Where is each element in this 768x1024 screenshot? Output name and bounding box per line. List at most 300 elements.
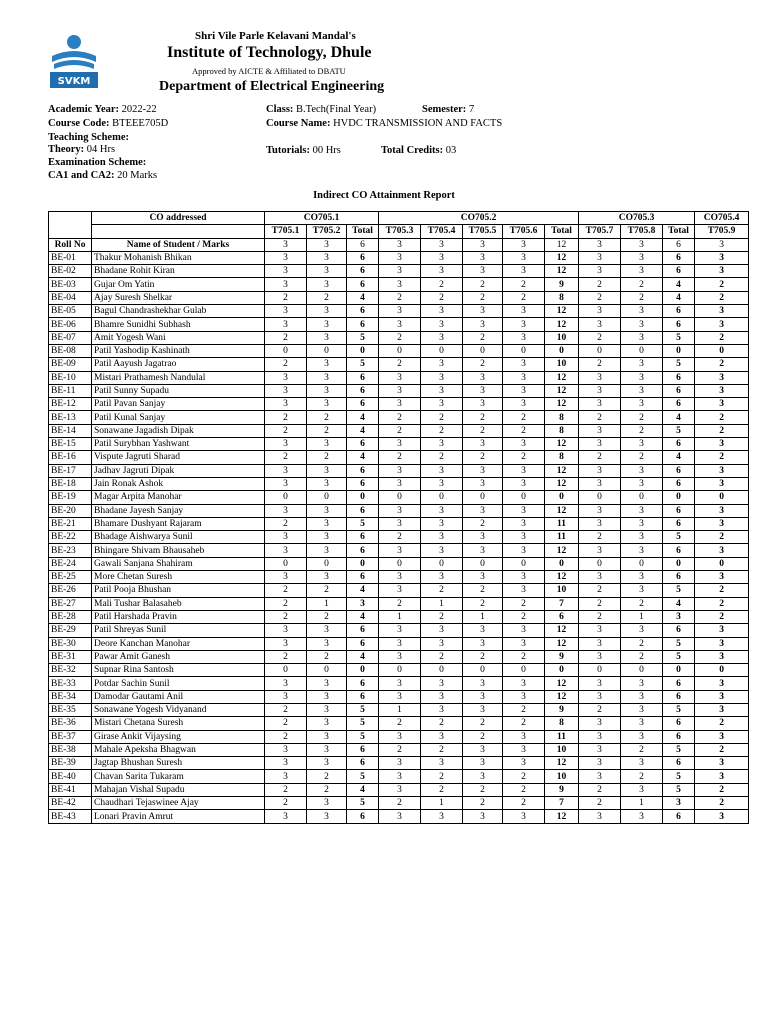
mark-cell: 4 — [347, 650, 379, 663]
mark-cell: 1 — [421, 797, 463, 810]
header-value-cell: 3 — [695, 238, 749, 251]
mark-cell: 3 — [307, 677, 347, 690]
column-header: T705.6 — [503, 225, 545, 238]
mark-cell: 2 — [307, 411, 347, 424]
student-name-cell: Ajay Suresh Shelkar — [92, 291, 265, 304]
mark-cell: 3 — [379, 318, 421, 331]
mark-cell: 3 — [307, 504, 347, 517]
mark-cell: 6 — [663, 544, 695, 557]
mark-cell: 3 — [695, 571, 749, 584]
student-name-cell: Jain Ronak Ashok — [92, 477, 265, 490]
student-name-cell: Supnar Rina Santosh — [92, 664, 265, 677]
mark-cell: 3 — [379, 278, 421, 291]
mark-cell: 3 — [307, 464, 347, 477]
student-name-cell: Patil Pooja Bhushan — [92, 584, 265, 597]
mark-cell: 2 — [695, 531, 749, 544]
mark-cell: 2 — [265, 730, 307, 743]
mark-cell: 3 — [265, 265, 307, 278]
mark-cell: 3 — [347, 597, 379, 610]
student-name-cell: Mistari Prathamesh Nandulal — [92, 371, 265, 384]
mark-cell: 3 — [265, 571, 307, 584]
mark-cell: 0 — [463, 491, 503, 504]
mark-cell: 2 — [379, 331, 421, 344]
mark-cell: 2 — [621, 424, 663, 437]
mark-cell: 2 — [463, 730, 503, 743]
roll-no-cell: BE-08 — [49, 344, 92, 357]
mark-cell: 3 — [695, 757, 749, 770]
mark-cell: 2 — [265, 610, 307, 623]
header-value-cell: 3 — [265, 238, 307, 251]
student-name-cell: Patil Kunal Sanjay — [92, 411, 265, 424]
mark-cell: 6 — [663, 251, 695, 264]
roll-no-cell: BE-24 — [49, 557, 92, 570]
mark-cell: 3 — [463, 743, 503, 756]
table-row — [49, 371, 749, 384]
mark-cell: 2 — [621, 451, 663, 464]
mark-cell: 0 — [545, 664, 579, 677]
column-header: T705.9 — [695, 225, 749, 238]
mark-cell: 3 — [695, 637, 749, 650]
roll-no-cell: BE-22 — [49, 531, 92, 544]
mark-cell: 4 — [663, 411, 695, 424]
mark-cell: 3 — [379, 504, 421, 517]
mark-cell: 9 — [545, 278, 579, 291]
student-name-cell: Jagtap Bhushan Suresh — [92, 757, 265, 770]
mark-cell: 2 — [421, 717, 463, 730]
mark-cell: 3 — [621, 265, 663, 278]
mark-cell: 3 — [307, 384, 347, 397]
ca-marks: CA1 and CA2: 20 Marks — [48, 170, 158, 181]
mark-cell: 3 — [307, 358, 347, 371]
mark-cell: 2 — [265, 597, 307, 610]
mark-cell: 3 — [579, 624, 621, 637]
mark-cell: 11 — [545, 517, 579, 530]
mark-cell: 3 — [421, 398, 463, 411]
mark-cell: 2 — [307, 291, 347, 304]
mark-cell: 3 — [621, 305, 663, 318]
mark-cell: 3 — [307, 265, 347, 278]
mark-cell: 2 — [265, 797, 307, 810]
mark-cell: 2 — [503, 424, 545, 437]
mark-cell: 3 — [265, 464, 307, 477]
mark-cell: 2 — [307, 770, 347, 783]
mark-cell: 6 — [663, 371, 695, 384]
student-name-cell: Pawar Amit Ganesh — [92, 650, 265, 663]
table-row — [49, 517, 749, 530]
mark-cell: 0 — [545, 557, 579, 570]
mark-cell: 12 — [545, 384, 579, 397]
roll-no-cell: BE-07 — [49, 331, 92, 344]
mark-cell: 2 — [463, 291, 503, 304]
mark-cell: 3 — [463, 305, 503, 318]
mark-cell: 3 — [503, 690, 545, 703]
mark-cell: 2 — [579, 783, 621, 796]
mark-cell: 5 — [663, 531, 695, 544]
mark-cell: 3 — [421, 544, 463, 557]
mark-cell: 3 — [579, 384, 621, 397]
mark-cell: 3 — [265, 810, 307, 823]
mark-cell: 2 — [503, 797, 545, 810]
mark-cell: 2 — [503, 610, 545, 623]
roll-no-cell: BE-14 — [49, 424, 92, 437]
mark-cell: 3 — [421, 677, 463, 690]
roll-no-cell: BE-34 — [49, 690, 92, 703]
roll-no-cell: BE-20 — [49, 504, 92, 517]
mark-cell: 0 — [379, 344, 421, 357]
mark-cell: 2 — [379, 451, 421, 464]
mark-cell: 2 — [463, 278, 503, 291]
mark-cell: 3 — [503, 517, 545, 530]
table-row — [49, 797, 749, 810]
mark-cell: 3 — [421, 251, 463, 264]
mark-cell: 12 — [545, 504, 579, 517]
table-row — [49, 398, 749, 411]
mark-cell: 12 — [545, 757, 579, 770]
mark-cell: 3 — [579, 477, 621, 490]
table-row — [49, 690, 749, 703]
mark-cell: 3 — [503, 318, 545, 331]
mark-cell: 2 — [421, 743, 463, 756]
mark-cell: 6 — [347, 677, 379, 690]
mark-cell: 2 — [379, 411, 421, 424]
student-name-cell: Damodar Gautami Anil — [92, 690, 265, 703]
mark-cell: 4 — [663, 451, 695, 464]
mark-cell: 3 — [621, 544, 663, 557]
header-value-cell: 6 — [347, 238, 379, 251]
mark-cell: 3 — [463, 703, 503, 716]
mark-cell: 2 — [695, 717, 749, 730]
roll-no-cell: BE-40 — [49, 770, 92, 783]
header-value-cell: 3 — [579, 238, 621, 251]
mark-cell: 4 — [347, 610, 379, 623]
column-header: T705.7 — [579, 225, 621, 238]
mark-cell: 2 — [463, 411, 503, 424]
mark-cell: 6 — [663, 810, 695, 823]
mark-cell: 3 — [695, 477, 749, 490]
co-group-header: CO705.1 — [265, 212, 379, 225]
roll-no-cell: BE-36 — [49, 717, 92, 730]
mark-cell: 2 — [503, 650, 545, 663]
table-row — [49, 810, 749, 823]
mark-cell: 3 — [379, 571, 421, 584]
mark-cell: 3 — [463, 398, 503, 411]
mark-cell: 6 — [347, 265, 379, 278]
table-row — [49, 265, 749, 278]
mark-cell: 12 — [545, 624, 579, 637]
mark-cell: 2 — [695, 411, 749, 424]
table-row — [49, 305, 749, 318]
mark-cell: 2 — [421, 584, 463, 597]
roll-no-cell: BE-38 — [49, 743, 92, 756]
mark-cell: 9 — [545, 650, 579, 663]
mark-cell: 5 — [663, 637, 695, 650]
mark-cell: 3 — [621, 477, 663, 490]
mark-cell: 12 — [545, 305, 579, 318]
mark-cell: 0 — [307, 664, 347, 677]
mark-cell: 2 — [463, 517, 503, 530]
roll-no-cell: BE-18 — [49, 477, 92, 490]
mark-cell: 3 — [307, 743, 347, 756]
student-name-cell: Chavan Sarita Tukaram — [92, 770, 265, 783]
student-name-cell: Bagul Chandrashekhar Gulab — [92, 305, 265, 318]
roll-no-cell: BE-39 — [49, 757, 92, 770]
teaching-scheme: Teaching Scheme: — [48, 132, 129, 143]
mark-cell: 2 — [695, 797, 749, 810]
mark-cell: 3 — [463, 438, 503, 451]
mark-cell: 2 — [695, 278, 749, 291]
mark-cell: 0 — [621, 664, 663, 677]
mark-cell: 3 — [695, 703, 749, 716]
mark-cell: 6 — [347, 810, 379, 823]
mark-cell: 3 — [463, 265, 503, 278]
roll-no-cell: BE-12 — [49, 398, 92, 411]
mark-cell: 3 — [695, 517, 749, 530]
mark-cell: 3 — [421, 571, 463, 584]
mark-cell: 6 — [347, 305, 379, 318]
mark-cell: 2 — [463, 424, 503, 437]
mark-cell: 3 — [421, 305, 463, 318]
mark-cell: 2 — [621, 278, 663, 291]
co-group-header-row — [49, 212, 749, 225]
mark-cell: 3 — [265, 318, 307, 331]
mark-cell: 3 — [265, 757, 307, 770]
mark-cell: 3 — [379, 251, 421, 264]
mark-cell: 3 — [379, 810, 421, 823]
mark-cell: 6 — [347, 624, 379, 637]
mark-cell: 4 — [663, 278, 695, 291]
mark-cell: 3 — [307, 810, 347, 823]
mark-cell: 3 — [421, 265, 463, 278]
mark-cell: 3 — [265, 278, 307, 291]
roll-no-cell: BE-31 — [49, 650, 92, 663]
mark-cell: 12 — [545, 677, 579, 690]
roll-name-header-row — [49, 238, 749, 251]
mark-cell: 0 — [265, 557, 307, 570]
mark-cell: 4 — [347, 411, 379, 424]
mark-cell: 2 — [695, 597, 749, 610]
mark-cell: 3 — [579, 517, 621, 530]
mark-cell: 2 — [621, 650, 663, 663]
table-row — [49, 491, 749, 504]
table-row — [49, 743, 749, 756]
mark-cell: 3 — [307, 531, 347, 544]
mark-cell: 3 — [621, 517, 663, 530]
mark-cell: 3 — [307, 278, 347, 291]
mark-cell: 0 — [379, 491, 421, 504]
mark-cell: 7 — [545, 597, 579, 610]
mark-cell: 4 — [347, 291, 379, 304]
mark-cell: 3 — [503, 810, 545, 823]
mark-cell: 3 — [621, 438, 663, 451]
mark-cell: 3 — [421, 531, 463, 544]
mark-cell: 3 — [379, 783, 421, 796]
mark-cell: 3 — [503, 531, 545, 544]
mark-cell: 3 — [463, 477, 503, 490]
student-name-cell: Girase Ankit Vijaysing — [92, 730, 265, 743]
student-name-cell: Bhadane Rohit Kiran — [92, 265, 265, 278]
mark-cell: 2 — [265, 451, 307, 464]
student-name-cell: Potdar Sachin Sunil — [92, 677, 265, 690]
mark-cell: 3 — [621, 690, 663, 703]
roll-no-cell: BE-26 — [49, 584, 92, 597]
mark-cell: 0 — [307, 491, 347, 504]
mark-cell: 11 — [545, 730, 579, 743]
mark-cell: 1 — [421, 597, 463, 610]
header-value-cell: 6 — [663, 238, 695, 251]
column-header: T705.8 — [621, 225, 663, 238]
mark-cell: 5 — [347, 770, 379, 783]
roll-no-cell: BE-43 — [49, 810, 92, 823]
mark-cell: 2 — [463, 797, 503, 810]
table-row — [49, 677, 749, 690]
mark-cell: 3 — [379, 730, 421, 743]
mark-cell: 3 — [695, 438, 749, 451]
mark-cell: 3 — [621, 318, 663, 331]
mark-cell: 2 — [379, 717, 421, 730]
mark-cell: 5 — [347, 717, 379, 730]
table-row — [49, 531, 749, 544]
mark-cell: 3 — [579, 438, 621, 451]
student-name-cell: Sonawane Yogesh Vidyanand — [92, 703, 265, 716]
mark-cell: 0 — [621, 557, 663, 570]
mark-cell: 0 — [503, 344, 545, 357]
logo-text: SVKM — [57, 76, 91, 87]
mark-cell: 3 — [265, 438, 307, 451]
mark-cell: 3 — [695, 677, 749, 690]
mark-cell: 0 — [421, 491, 463, 504]
mark-cell: 3 — [421, 637, 463, 650]
mark-cell: 12 — [545, 544, 579, 557]
table-row — [49, 757, 749, 770]
mark-cell: 3 — [503, 384, 545, 397]
mark-cell: 3 — [307, 637, 347, 650]
mark-cell: 3 — [307, 305, 347, 318]
roll-no-cell: BE-25 — [49, 571, 92, 584]
mark-cell: 6 — [347, 464, 379, 477]
mark-cell: 0 — [347, 557, 379, 570]
mark-cell: 0 — [265, 664, 307, 677]
roll-no-cell: BE-19 — [49, 491, 92, 504]
mark-cell: 0 — [695, 664, 749, 677]
mark-cell: 3 — [579, 571, 621, 584]
mark-cell: 5 — [663, 783, 695, 796]
class-info: Class: B.Tech(Final Year) — [266, 104, 377, 115]
mark-cell: 3 — [463, 624, 503, 637]
mark-cell: 3 — [621, 331, 663, 344]
mark-cell: 3 — [421, 504, 463, 517]
mark-cell: 3 — [579, 265, 621, 278]
mark-cell: 5 — [663, 424, 695, 437]
student-name-cell: Jadhav Jagruti Dipak — [92, 464, 265, 477]
mark-cell: 2 — [579, 411, 621, 424]
mark-cell: 12 — [545, 371, 579, 384]
mark-cell: 3 — [503, 677, 545, 690]
roll-no-cell: BE-42 — [49, 797, 92, 810]
mark-cell: 0 — [695, 557, 749, 570]
mark-cell: 3 — [379, 637, 421, 650]
mark-cell: 7 — [545, 797, 579, 810]
mark-cell: 3 — [421, 371, 463, 384]
mark-cell: 3 — [463, 318, 503, 331]
mark-cell: 6 — [545, 610, 579, 623]
mark-cell: 8 — [545, 717, 579, 730]
table-row — [49, 384, 749, 397]
mark-cell: 6 — [347, 757, 379, 770]
mark-cell: 11 — [545, 531, 579, 544]
mark-cell: 3 — [421, 757, 463, 770]
mark-cell: 2 — [695, 331, 749, 344]
mark-cell: 2 — [421, 770, 463, 783]
mark-cell: 2 — [621, 743, 663, 756]
student-name-cell: Bhadane Jayesh Sanjay — [92, 504, 265, 517]
mark-cell: 1 — [307, 597, 347, 610]
co-attainment-table — [48, 211, 749, 824]
mark-cell: 4 — [347, 783, 379, 796]
mark-cell: 5 — [663, 331, 695, 344]
mark-cell: 3 — [421, 318, 463, 331]
mark-cell: 3 — [421, 464, 463, 477]
mark-cell: 6 — [663, 517, 695, 530]
student-name-cell: Magar Arpita Manohar — [92, 491, 265, 504]
mark-cell: 0 — [265, 491, 307, 504]
mark-cell: 6 — [347, 438, 379, 451]
mark-cell: 6 — [347, 690, 379, 703]
mark-cell: 3 — [307, 438, 347, 451]
mark-cell: 2 — [503, 783, 545, 796]
mark-cell: 3 — [503, 331, 545, 344]
mark-cell: 6 — [663, 265, 695, 278]
mark-cell: 3 — [503, 743, 545, 756]
co-group-header: CO705.3 — [579, 212, 695, 225]
mark-cell: 12 — [545, 251, 579, 264]
mark-cell: 3 — [579, 650, 621, 663]
mark-cell: 3 — [503, 464, 545, 477]
mark-cell: 3 — [463, 690, 503, 703]
mark-cell: 2 — [463, 717, 503, 730]
mark-cell: 5 — [347, 358, 379, 371]
roll-no-cell: BE-01 — [49, 251, 92, 264]
mark-cell: 3 — [265, 251, 307, 264]
roll-no-cell: BE-15 — [49, 438, 92, 451]
mark-cell: 2 — [463, 650, 503, 663]
mark-cell: 3 — [621, 810, 663, 823]
mark-cell: 3 — [621, 717, 663, 730]
mark-cell: 0 — [421, 344, 463, 357]
mark-cell: 3 — [379, 477, 421, 490]
student-name-cell: Chaudhari Tejaswinee Ajay — [92, 797, 265, 810]
mark-cell: 2 — [695, 424, 749, 437]
mark-cell: 3 — [463, 251, 503, 264]
mark-cell: 2 — [695, 358, 749, 371]
table-row — [49, 424, 749, 437]
mark-cell: 0 — [663, 491, 695, 504]
roll-no-cell: BE-28 — [49, 610, 92, 623]
student-name-cell: Patil Pavan Sanjay — [92, 398, 265, 411]
mark-cell: 3 — [579, 717, 621, 730]
mark-cell: 2 — [695, 451, 749, 464]
mark-cell: 6 — [347, 743, 379, 756]
blank-name-header — [92, 225, 265, 238]
mark-cell: 2 — [503, 291, 545, 304]
mark-cell: 3 — [503, 371, 545, 384]
student-name-cell: Amit Yogesh Wani — [92, 331, 265, 344]
mark-cell: 3 — [621, 584, 663, 597]
table-row — [49, 451, 749, 464]
mark-cell: 6 — [663, 757, 695, 770]
mark-cell: 3 — [463, 637, 503, 650]
column-header: T705.3 — [379, 225, 421, 238]
header-value-cell: 3 — [503, 238, 545, 251]
